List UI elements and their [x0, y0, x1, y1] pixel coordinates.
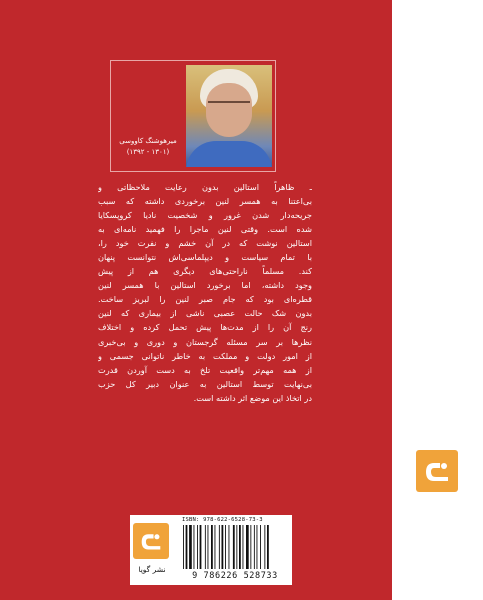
barcode-bar: [257, 525, 258, 569]
blurb-line: استالین نوشت که در آن خشم و نفرت خود را،: [98, 238, 312, 249]
barcode-bar: [208, 525, 209, 569]
author-photo: [186, 65, 272, 167]
barcode-bar: [189, 525, 192, 569]
publisher-logo: [133, 523, 169, 559]
barcode-bar: [233, 525, 235, 569]
barcode-bar: [215, 525, 216, 569]
blurb-line: کند. مسلماً ناراحتی‌های دیگری هم از پیش: [98, 266, 312, 277]
barcode-panel: [130, 515, 292, 585]
publisher-logo-icon: [138, 530, 164, 552]
spine-publisher-logo: [416, 450, 458, 492]
barcode-bar: [239, 525, 241, 569]
isbn-label: ISBN: 978-622-6528-73-3: [182, 517, 263, 523]
barcode-bar: [225, 525, 226, 569]
barcode-bar: [186, 525, 188, 569]
barcode-bar: [222, 525, 224, 569]
blurb-line: جریحه‌دار شدن غرور و شخصیت نادیا کروپسکایا: [98, 210, 312, 221]
blurb-line: رنج آن را از مدت‌ها پیش تحمل کرده و اختلاف: [98, 322, 312, 333]
blurb-line: بی‌اعتنا به همسر لنین برخوردی داشته که سبب: [98, 196, 312, 207]
barcode-bar: [219, 525, 220, 569]
barcode-bar: [229, 525, 230, 569]
barcode-bar: [194, 525, 195, 569]
barcode-bar: [250, 525, 251, 569]
barcode-bar: [205, 525, 206, 569]
barcode-bar: [260, 525, 261, 569]
publisher-name: نشر گویا: [138, 565, 166, 574]
isbn-digits: 9 786226 528733: [192, 571, 278, 581]
barcode-bar: [267, 525, 269, 569]
blurb-line: ـ ظاهراً استالین بدون رعایت ملاحظاتی و: [98, 182, 312, 192]
barcode: [182, 525, 288, 569]
barcode-bar: [254, 525, 255, 569]
barcode-bar: [197, 525, 198, 569]
blurb-line: از همه مهم‌تر واقعیت تلخ به دست آوردن قدرت: [98, 364, 312, 375]
blurb-text: [98, 180, 312, 405]
blurb-line: از امور دولت و مملکت به خاطر ناتوانی جسمی و: [98, 350, 312, 361]
author-caption: [112, 136, 184, 158]
blurb-line: در اتخاذ این موضع اثر داشته است.: [193, 392, 312, 403]
publisher-logo-icon: [422, 458, 452, 484]
blurb-line: قطره‌ای بود که جام صبر لنین را لبریز ساخت.: [98, 294, 312, 305]
barcode-bar: [243, 525, 244, 569]
spine: [392, 0, 483, 600]
blurb-line: با تمام سیاست و دیپلماسی‌اش نتوانست پنهان: [98, 252, 312, 263]
barcode-bar: [236, 525, 237, 569]
barcode-bar: [183, 525, 184, 569]
author-name: میرهوشنگ کاووسی: [119, 137, 177, 145]
barcode-bar: [246, 525, 249, 569]
blurb-line: شده است. وقتی لنین ماجرا را فهمید نامه‌ای به: [98, 224, 312, 235]
barcode-bar: [211, 525, 213, 569]
barcode-bar: [200, 525, 202, 569]
author-years: (۱۳۰۱ - ۱۳۹۲): [126, 148, 170, 156]
blurb-line: بی‌نهایت توسط استالین به عنوان دبیر کل حزب: [98, 378, 312, 389]
blurb-line: وجود داشته، اما برخورد استالین با همسر لنین: [98, 280, 312, 291]
blurb-line: نظرها بر سر مسئله گرجستان و دوری و بی‌خبری: [98, 336, 312, 347]
barcode-bar: [264, 525, 265, 569]
blurb-line: بدون شک حالت عصبی ناشی از بیماری که لنین: [98, 308, 312, 319]
